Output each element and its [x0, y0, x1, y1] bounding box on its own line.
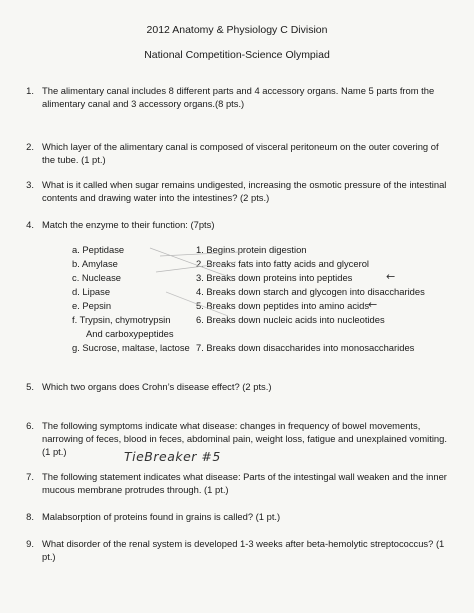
enzyme-item: a. Peptidase	[72, 244, 125, 255]
question-text: What is it called when sugar remains undigested, increasing the osmotic pressure of the intestinal contents and drawing water into the intestines? (2 pts.)	[42, 179, 447, 203]
question-2	[14, 140, 454, 166]
question-9	[14, 537, 454, 563]
handwritten-arrow: ←	[368, 298, 378, 311]
question-1	[14, 84, 454, 110]
question-number: 9.	[26, 538, 34, 549]
handwritten-tiebreaker-note: TieBreaker #5	[124, 449, 221, 464]
enzyme-item-continued: And carboxypeptides	[86, 328, 174, 339]
question-number: 3.	[26, 179, 34, 190]
question-number: 4.	[26, 219, 34, 230]
question-text: Malabsorption of proteins found in grains is called? (1 pt.)	[42, 511, 281, 522]
question-number: 6.	[26, 420, 34, 431]
function-item: 7. Breaks down disaccharides into monosaccharides	[196, 342, 415, 353]
question-text: What disorder of the renal system is developed 1-3 weeks after beta-hemolytic streptococcus? (1 pt.)	[42, 538, 445, 562]
question-text: The alimentary canal includes 8 different parts and 4 accessory organs. Name 5 parts from the alimentary canal and 3 accessory organs.(8 pts.)	[42, 85, 435, 109]
question-number: 5.	[26, 381, 34, 392]
function-item: 1. Begins protein digestion	[196, 244, 307, 255]
exam-title: 2012 Anatomy & Physiology C Division	[146, 24, 328, 36]
question-7	[14, 470, 454, 496]
question-text: Which two organs does Crohn’s disease effect? (2 pts.)	[42, 381, 272, 392]
question-text: Match the enzyme to their function: (7pts)	[42, 219, 215, 230]
question-8	[14, 510, 454, 523]
function-item: 6. Breaks down nucleic acids into nucleotides	[196, 314, 385, 325]
enzyme-item: b. Amylase	[72, 258, 118, 269]
question-5	[14, 380, 454, 393]
enzyme-item: e. Pepsin	[72, 300, 112, 311]
question-text: The following statement indicates what disease: Parts of the intestingal wall weaken and the inner mucous membrane protrudes through. (1 pt.)	[42, 471, 447, 495]
question-text: Which layer of the alimentary canal is composed of visceral peritoneum on the outer covering of the tube. (1 pt.)	[42, 141, 439, 165]
function-item: 2. Breaks fats into fatty acids and glycerol	[196, 258, 370, 269]
function-item: 3. Breaks down proteins into peptides	[196, 272, 353, 283]
question-6	[14, 419, 454, 458]
question-number: 2.	[26, 141, 34, 152]
enzyme-item: d. Lipase	[72, 286, 111, 297]
question-4	[14, 218, 454, 231]
function-item: 4. Breaks down starch and glycogen into disaccharides	[196, 286, 425, 297]
handwritten-arrow: ←	[386, 270, 396, 283]
question-3	[14, 178, 454, 204]
question-number: 8.	[26, 511, 34, 522]
question-number: 1.	[26, 85, 34, 96]
enzyme-item: g. Sucrose, maltase, lactose	[72, 342, 190, 353]
enzyme-item: c. Nuclease	[72, 272, 121, 283]
question-text: The following symptoms indicate what disease: changes in frequency of bowel movements, narrowing of feces, blood in feces, abdominal pain, weight loss, fatigue and unexplained vomiting. (1 pt.)	[42, 420, 447, 457]
exam-subtitle: National Competition-Science Olympiad	[144, 49, 330, 61]
enzyme-item: f. Trypsin, chymotrypsin	[72, 314, 171, 325]
function-item: 5. Breaks down peptides into amino acids	[196, 300, 370, 311]
question-number: 7.	[26, 471, 34, 482]
